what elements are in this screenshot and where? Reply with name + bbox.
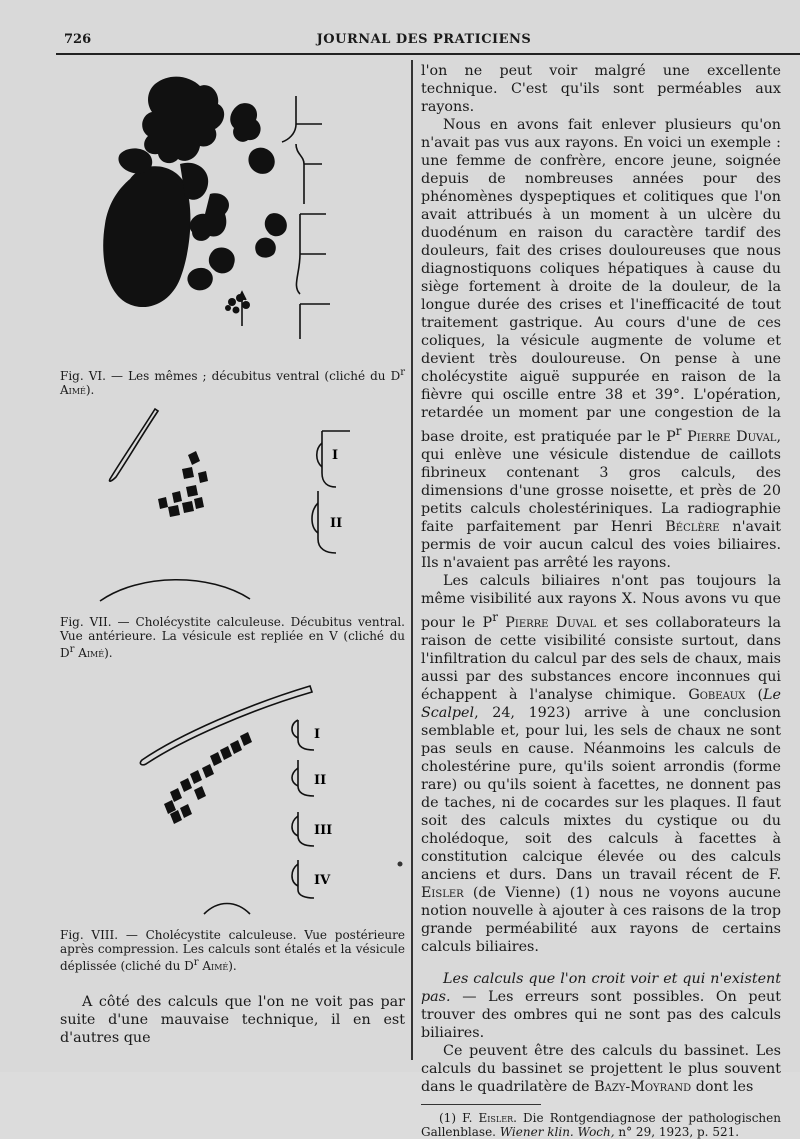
right-paragraph-3: Les calculs biliaires n'ont pas toujours la même visibilité aux rayons X. Nous avons vu que pour le $P^r$ Pierre Duval et ses collaborateurs la raison de cette visibilité consiste surtout, dans l'infiltration du calcul par des sels de chaux, mais aussi par des substances encore inconnues qui échappent à l'analyse chimique. Gobeaux (Le Scalpel, 24, 1923) arrive à une conclusion semblable et, pour lui, les sels de chaux ne sont pas seuls en cause. Néanmoins les calculs de cholestérine pure, qu'ils soient arrondis (forme rare) ou qu'ils soient à facettes, ne donnent pas de taches, ni de cocardes sur les plaques. Il faut soit des calculs mixtes du cystique ou du cholédoque, soit des calculs à facettes à constitution calcique élevée ou des calculs anciens et durs. Dans un travail récent de F. Eisler (de Vienne) (1) nous ne voyons aucune notion nouvelle à ajouter à ces raisons de la trop grande perméabilité aux rayons de certains calculs biliaires. — [421, 572, 782, 955]
figure-7-radiograph-drawing — [60, 403, 405, 613]
fig8-label-4: IV — [314, 873, 331, 888]
figure-8-caption: Fig. VIII. — Cholécystite calculeuse. Vue postérieure après compression. Les calculs sont étalés et la vésicule déplissée (cliché du $D^r$ Aimé). — [60, 928, 405, 973]
journal-title: JOURNAL DES PRATICIENS — [316, 32, 532, 47]
page-header — [64, 28, 784, 52]
figure-6-radiograph-drawing — [60, 64, 405, 364]
figure-7 — [60, 403, 405, 660]
right-column — [421, 62, 781, 1139]
fig7-label-2: II — [330, 516, 343, 531]
figure-6 — [60, 64, 405, 397]
figure-6-caption: Fig. VI. — Les mêmes ; décubitus ventral (cliché du $D^r$ Aimé). — [60, 367, 405, 397]
figure-8-radiograph-drawing — [60, 664, 405, 926]
right-paragraph-4: Les calculs que l'on croit voir et qui n'existent pas. — Les erreurs sont possibles. On peut trouver des ombres qui ne sont pas des calculs biliaires. — [421, 970, 781, 1041]
page-number: 726 — [64, 32, 92, 47]
figure-7-caption: Fig. VII. — Cholécystite calculeuse. Décubitus ventral. Vue antérieure. La vésicule est repliée en V (cliché du $D^r$ Aimé). — [60, 615, 405, 660]
footnote: (1) F. Eisler. Die Rontgendiagnose der pathologischen Gallenblase. Wiener klin. Woch, n° 29, 1923, p. 521. — [421, 1110, 781, 1139]
right-paragraph-2: Nous en avons fait enlever plusieurs qu'on n'avait pas vus aux rayons. En voici un exemple : une femme de confrère, encore jeune, soignée depuis de nombreuses années pour des phénomènes dyspeptiques et colitiques que l'on avait attribués à un moment à un ulcère du duodénum en raison du caractère tardif des douleurs, fait des crises douloureuses que nous diagnostiquons coliques hépatiques à cause du siège fortement à droite de la douleur, de la longue durée des crises et l'inefficacité de tout traitement gastrique. Au cours d'une de ces coliques, la vésicule augmente de volume et devient très douloureuse. On pense à une cholécystite aiguë suppurée en raison de la fièvre qui oscille entre 38 et 39°. L'opération, retardée un moment par une congestion de la base droite, est pratiquée par le $P^r$ Pierre Duval, qui enlève une vésicule distendue de caillots fibrineux contenant 3 gros calculs, des dimensions d'une grosse noisette, et près de 20 petits calculs cholestériniques. La radiographie faite parfaitement par Henri Béclère n'avait permis de voir aucun calcul des voies biliaires. Ils n'avaient pas arrêté les rayons. — [421, 117, 782, 571]
right-paragraph-1: l'on ne peut voir malgré une excellente technique. C'est qu'ils sont perméables aux rayons. — [421, 63, 781, 115]
column-rule — [411, 60, 413, 1060]
fig8-label-1: I — [314, 727, 321, 742]
left-column — [60, 64, 405, 1047]
fig8-label-2: II — [314, 773, 327, 788]
fig8-label-3: III — [314, 823, 333, 838]
left-body-paragraph: A côté des calculs que l'on ne voit pas par suite d'une mauvaise technique, il en est d'autres que — [60, 994, 405, 1046]
right-paragraph-5: Ce peuvent être des calculs du bassinet. Les calculs du bassinet se projettent le plus souvent dans le quadrilatère de Bazy-Moyrand dont les — [421, 1042, 781, 1095]
header-rule — [56, 53, 800, 55]
figure-8 — [60, 664, 405, 973]
fig7-label-1: I — [332, 448, 339, 463]
footnote-rule — [421, 1104, 541, 1105]
